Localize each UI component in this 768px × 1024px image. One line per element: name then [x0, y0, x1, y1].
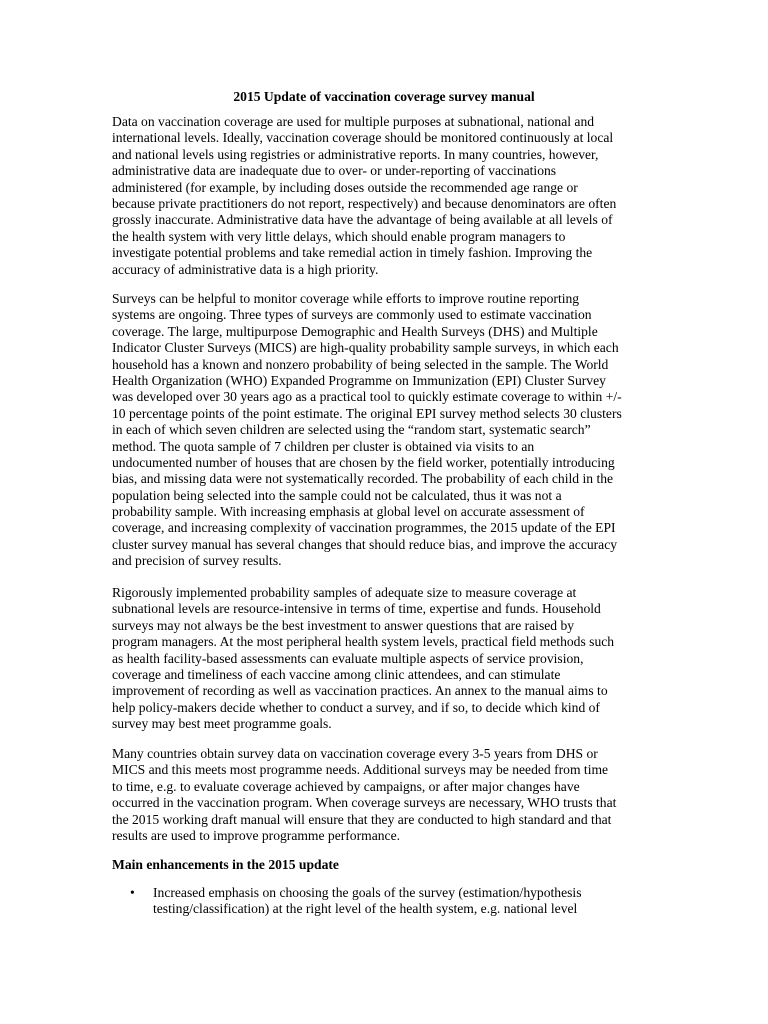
text-line: probability sample. With increasing emphasis at global level on accurate assessment of [112, 504, 585, 520]
text-line: Data on vaccination coverage are used for multiple purposes at subnational, national and [112, 114, 595, 129]
document-title: 2015 Update of vaccination coverage survey manual [233, 89, 535, 104]
text-line: occurred in the vaccination program. When coverage surveys are necessary, WHO trusts that [112, 795, 617, 811]
text-line: Indicator Cluster Surveys (MICS) are high-quality probability sample surveys, in which each [112, 340, 619, 356]
text-line: household has a known and nonzero probability of being selected in the sample. The World [112, 356, 609, 372]
text-line: international levels. Ideally, vaccination coverage should be monitored continuously at local [112, 130, 614, 146]
text-line: undocumented number of houses that are chosen by the field worker, potentially introducing [112, 454, 615, 470]
text-line: cluster survey manual has several changes that should reduce bias, and improve the accuracy [112, 536, 618, 552]
text-line: MICS and this meets most programme needs. Additional surveys may be needed from time [112, 762, 609, 778]
text-line: because private practitioners do not report, respectively) and because denominators are often [112, 195, 617, 211]
text-line: Surveys can be helpful to monitor coverage while efforts to improve routine reporting [112, 291, 580, 306]
text-line: improvement of recording as well as vaccination practices. An annex to the manual aims to [112, 683, 608, 699]
bullet-text [153, 885, 673, 918]
text-line: the health system with very little delays, which should enable program managers to [112, 228, 566, 244]
text-line: the 2015 working draft manual will ensure that they are conducted to high standard and that [112, 811, 612, 827]
paragraph-1 [112, 114, 672, 278]
text-line: program managers. At the most peripheral health system levels, practical field methods such [112, 634, 615, 650]
bullet-text-line: Increased emphasis on choosing the goals of the survey (estimation/hypothesis [153, 885, 582, 900]
text-line: grossly inaccurate. Administrative data have the advantage of being available at all levels of [112, 212, 613, 228]
bullet-marker: • [130, 885, 135, 900]
paragraph-2 [112, 291, 672, 570]
paragraph-3 [112, 585, 672, 733]
text-line: method. The quota sample of 7 children per cluster is obtained via visits to an [112, 438, 535, 454]
text-line: accuracy of administrative data is a high priority. [112, 261, 379, 277]
text-line: coverage. The large, multipurpose Demographic and Health Surveys (DHS) and Multiple [112, 323, 598, 339]
text-line: investigate potential problems and take remedial action in timely fashion. Improving the [112, 245, 593, 261]
text-line: to time, e.g. to evaluate coverage achieved by campaigns, or after major changes have [112, 778, 580, 794]
text-line: results are used to improve programme performance. [112, 827, 401, 843]
text-line: 10 percentage points of the point estimate. The original EPI survey method selects 30 clusters [112, 405, 622, 421]
text-line: Health Organization (WHO) Expanded Programme on Immunization (EPI) Cluster Survey [112, 372, 606, 388]
text-line: was developed over 30 years ago as a practical tool to quickly estimate coverage to within +/- [112, 389, 622, 405]
text-line: in each of which seven children are selected using the “random start, systematic search” [112, 422, 591, 438]
paragraph-4 [112, 746, 672, 844]
text-line: surveys may not always be the best investment to answer questions that are raised by [112, 617, 575, 633]
text-line: as health facility-based assessments can evaluate multiple aspects of service provision, [112, 650, 584, 666]
text-line: help policy-makers decide whether to conduct a survey, and if so, to decide which kind of [112, 699, 600, 715]
text-line: administered (for example, by including doses outside the recommended age range or [112, 179, 578, 195]
text-line: bias, and missing data were not systematically recorded. The probability of each child in the [112, 471, 614, 487]
text-line: survey may best meet programme goals. [112, 716, 332, 732]
text-line: population being selected into the sample could not be calculated, thus it was not a [112, 487, 562, 503]
text-line: coverage, and increasing complexity of vaccination programmes, the 2015 update of the EPI [112, 520, 616, 536]
text-line: Many countries obtain survey data on vaccination coverage every 3-5 years from DHS or [112, 746, 598, 761]
text-line: systems are ongoing. Three types of surveys are commonly used to estimate vaccination [112, 307, 592, 323]
bullet-text-line: testing/classification) at the right level of the health system, e.g. national level [153, 901, 578, 917]
text-line: Rigorously implemented probability samples of adequate size to measure coverage at [112, 585, 577, 600]
text-line: and precision of survey results. [112, 553, 282, 569]
text-line: coverage and timeliness of each vaccine among clinic attendees, and can stimulate [112, 666, 561, 682]
section-heading: Main enhancements in the 2015 update [112, 857, 339, 872]
text-line: subnational levels are resource-intensive in terms of time, expertise and funds. Household [112, 601, 601, 617]
text-line: administrative data are inadequate due to over- or under-reporting of vaccinations [112, 163, 557, 179]
text-line: and national levels using registries or administrative reports. In many countries, however, [112, 146, 599, 162]
